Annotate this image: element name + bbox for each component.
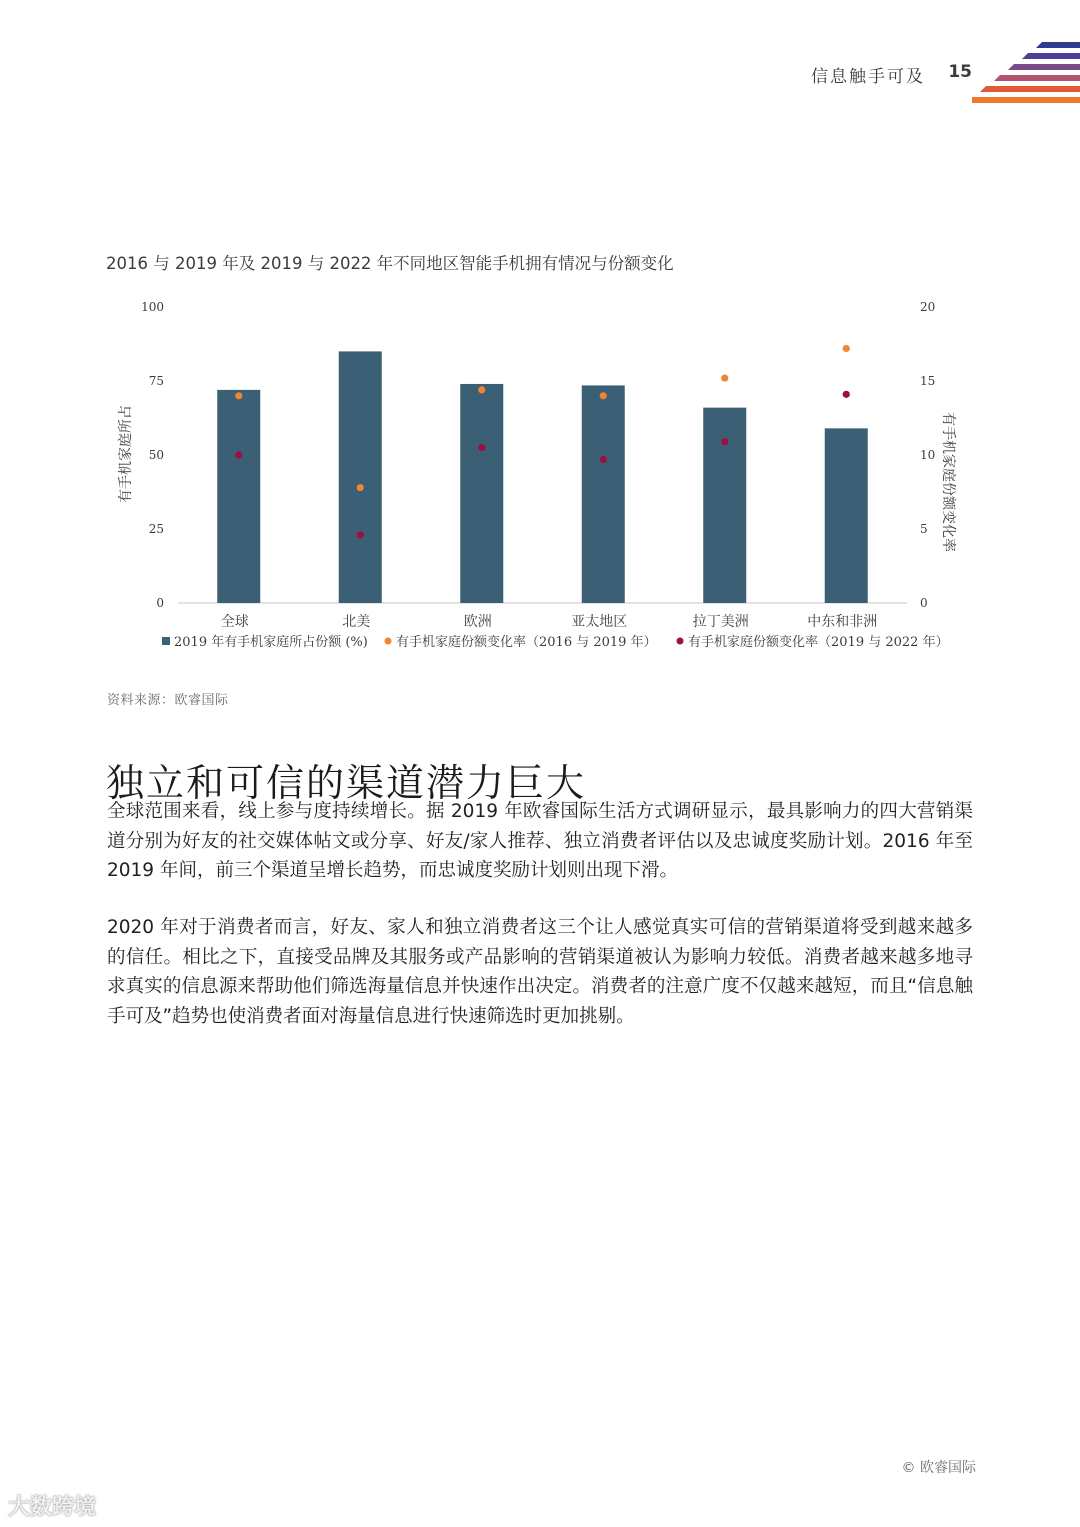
legend-swatch — [677, 638, 684, 645]
smartphone-share-chart — [0, 290, 1080, 660]
dot-series2-1 — [357, 531, 364, 538]
left-tick-label: 75 — [148, 374, 164, 388]
dot-series2-5 — [843, 391, 850, 398]
right-tick-label: 15 — [920, 374, 936, 388]
category-label: 全球 — [220, 614, 249, 630]
left-tick-label: 100 — [141, 300, 164, 314]
header-stripes-logo — [972, 40, 1080, 112]
legend-label: 有手机家庭份额变化率（2016 与 2019 年） — [396, 635, 657, 650]
legend-swatch — [162, 637, 170, 645]
dot-series1-1 — [357, 484, 364, 491]
source-note: 资料来源：欧睿国际 — [107, 693, 229, 708]
category-label: 欧洲 — [463, 614, 492, 630]
legend-swatch — [385, 638, 392, 645]
chart-title: 2016 与 2019 年及 2019 与 2022 年不同地区智能手机拥有情况与份额变化 — [106, 254, 674, 273]
legend-label: 2019 年有手机家庭所占份额 (%) — [174, 635, 368, 650]
header-stripe — [980, 86, 1080, 92]
header-stripe — [972, 97, 1080, 103]
body-paragraph-1: 全球范围来看，线上参与度持续增长。据 2019 年欧睿国际生活方式调研显示，最具影响力的四大营销渠道分别为好友的社交媒体帖文或分享、好友/家人推荐、独立消费者评估以及忠诚度奖励计划。2016 年至 2019 年间，前三个渠道呈增长趋势，而忠诚度奖励计划则出现下滑。 — [107, 801, 973, 881]
copyright-footer: © 欧睿国际 — [901, 1460, 976, 1476]
category-label: 中东和非洲 — [807, 614, 878, 630]
dot-series2-2 — [478, 444, 485, 451]
dot-series — [235, 345, 850, 539]
dot-series2-4 — [721, 438, 728, 445]
dot-series1-0 — [235, 392, 242, 399]
category-label: 亚太地区 — [571, 614, 628, 630]
category-label: 拉丁美洲 — [692, 614, 749, 630]
header-section-title: 信息触手可及 — [811, 67, 925, 87]
chart-legend — [162, 634, 949, 650]
header-stripe — [1008, 64, 1080, 70]
bar-3 — [582, 385, 625, 603]
dot-series2-3 — [600, 456, 607, 463]
left-axis-ticks — [141, 300, 164, 610]
right-axis-ticks — [920, 300, 935, 610]
dot-series1-5 — [843, 345, 850, 352]
right-tick-label: 0 — [920, 596, 928, 610]
page-number: 15 — [948, 62, 972, 82]
bar-2 — [460, 384, 503, 603]
left-tick-label: 25 — [148, 522, 164, 536]
header-stripe — [1022, 53, 1080, 59]
bar-4 — [703, 408, 746, 603]
watermark: 大数跨境 — [8, 1495, 97, 1520]
right-tick-label: 5 — [920, 522, 928, 536]
category-label: 北美 — [342, 614, 371, 630]
dot-series1-4 — [721, 374, 728, 381]
bar-series — [217, 351, 868, 603]
bar-5 — [825, 428, 868, 603]
header-stripe — [994, 75, 1080, 81]
dot-series2-0 — [235, 451, 242, 458]
legend-label: 有手机家庭份额变化率（2019 与 2022 年） — [688, 635, 949, 650]
right-tick-label: 10 — [920, 448, 936, 462]
left-axis-label: 有手机家庭所占 — [118, 405, 134, 503]
dot-series1-3 — [600, 392, 607, 399]
left-tick-label: 50 — [148, 448, 164, 462]
bar-1 — [339, 351, 382, 603]
header-stripe — [1036, 42, 1080, 48]
left-tick-label: 0 — [156, 596, 164, 610]
body-paragraph-2: 2020 年对于消费者而言，好友、家人和独立消费者这三个让人感觉真实可信的营销渠道将受到越来越多的信任。相比之下，直接受品牌及其服务或产品影响的营销渠道被认为影响力较低。消费者越来越多地寻求真实的信息源来帮助他们筛选海量信息并快速作出决定。消费者的注意广度不仅越来越短，而且“信息触手可及”趋势也使消费者面对海量信息进行快速筛选时更加挑剔。 — [107, 917, 973, 1027]
right-tick-label: 20 — [920, 300, 936, 314]
bar-0 — [217, 390, 260, 603]
category-labels — [221, 613, 878, 630]
dot-series1-2 — [478, 386, 485, 393]
section-heading: 独立和可信的渠道潜力巨大 — [106, 761, 587, 805]
right-axis-label: 有手机家庭份额变化率 — [940, 412, 956, 552]
